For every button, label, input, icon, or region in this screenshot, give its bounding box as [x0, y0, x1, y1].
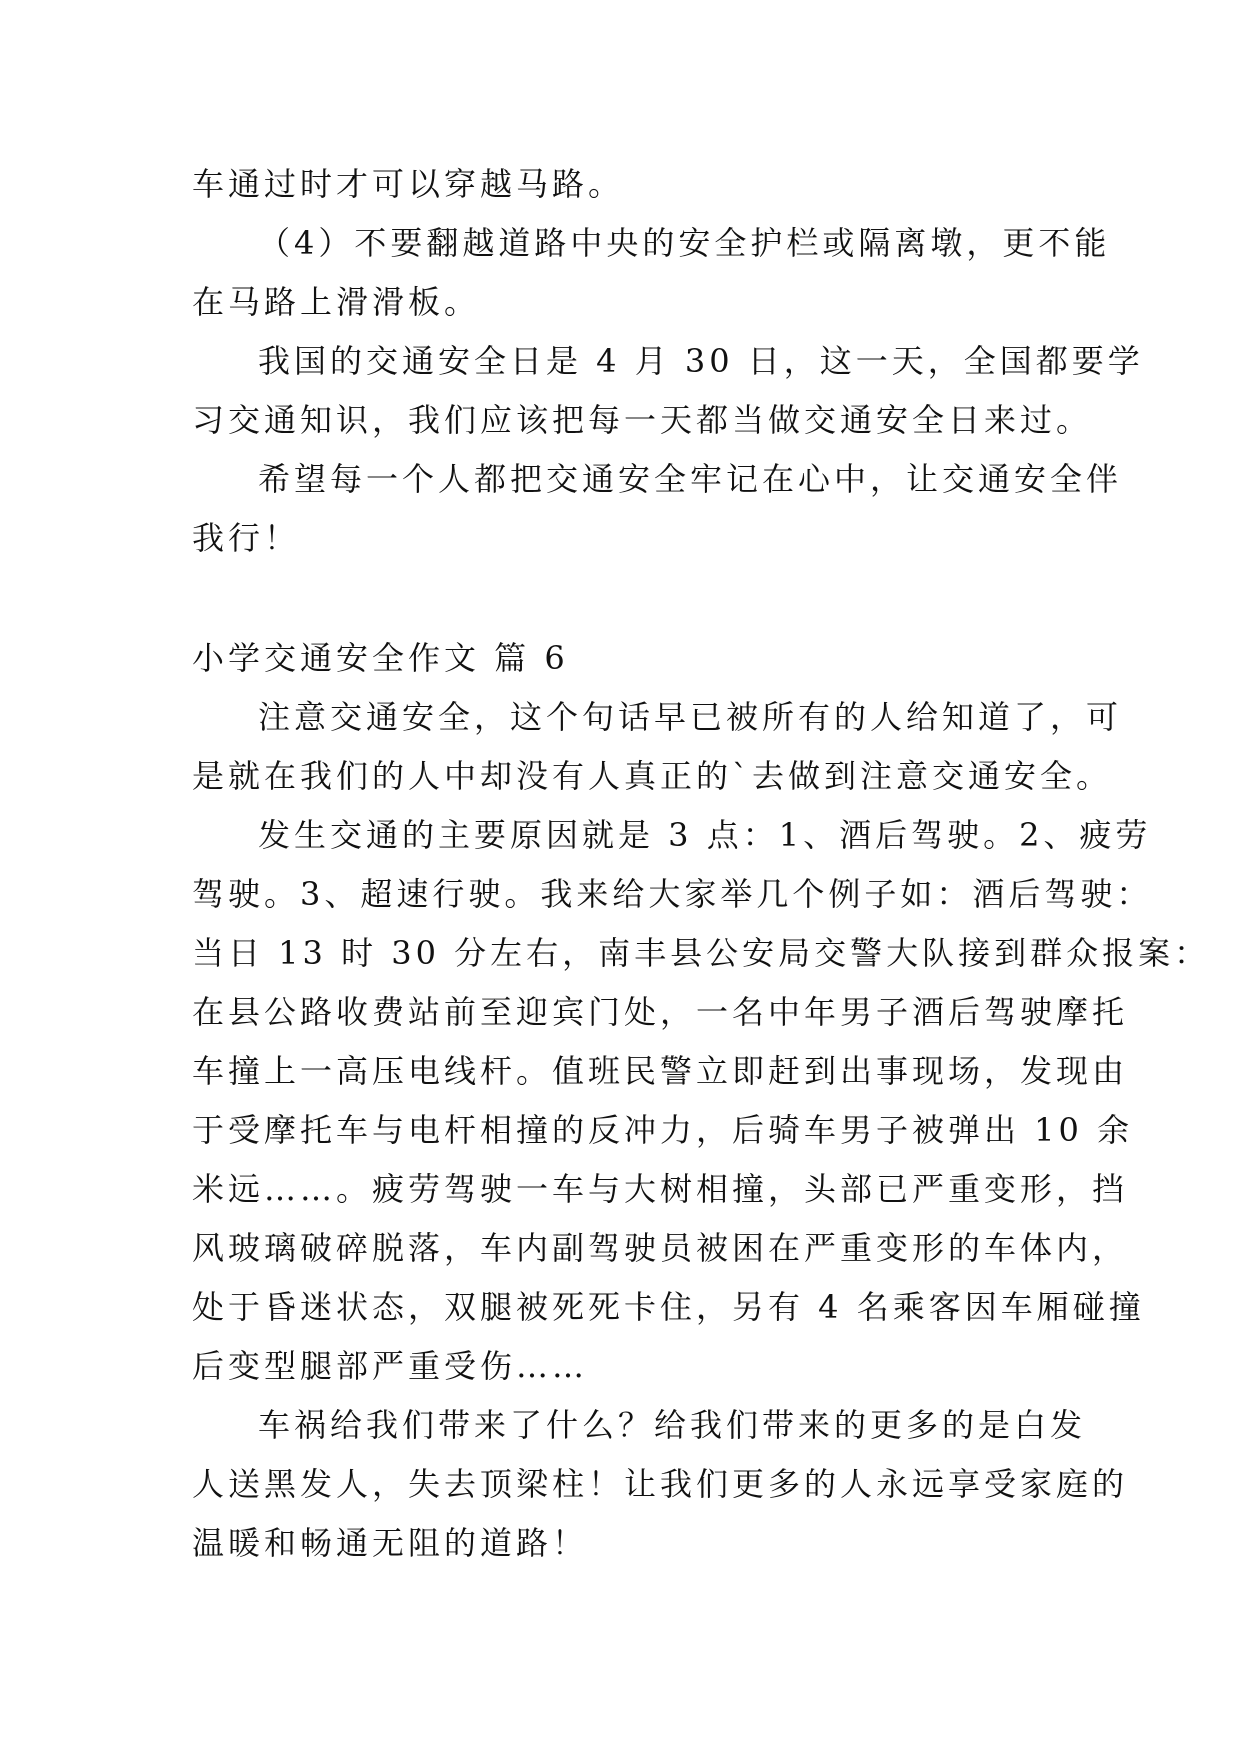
- paragraph-conclusion: [192, 1396, 1129, 1573]
- text-line: （4）不要翻越道路中央的安全护栏或隔离墩，更不能: [258, 224, 1111, 262]
- text-line: 驾驶。3、超速行驶。我来给大家举几个例子如：酒后驾驶：: [192, 875, 1153, 913]
- paragraph-continuation: [192, 155, 1062, 214]
- text-line: 温暖和畅通无阻的道路！: [192, 1524, 589, 1562]
- text-line: 是就在我们的人中却没有人真正的`去做到注意交通安全。: [192, 757, 1113, 795]
- text-line: 发生交通的主要原因就是 3 点：1、酒后驾驶。2、疲劳: [258, 816, 1152, 854]
- text-line: 处于昏迷状态，双腿被死死卡住，另有 4 名乘客因车厢碰撞: [192, 1288, 1145, 1326]
- text-line: 车撞上一高压电线杆。值班民警立即赶到出事现场，发现由: [192, 1052, 1129, 1090]
- text-line: 当日 13 时 30 分左右，南丰县公安局交警大队接到群众报案：: [192, 934, 1211, 972]
- text-line: 车祸给我们带来了什么？给我们带来的更多的是白发: [258, 1406, 1087, 1444]
- text-line: 于受摩托车与电杆相撞的反冲力，后骑车男子被弹出 10 余: [192, 1111, 1134, 1149]
- text-line: 在县公路收费站前至迎宾门处，一名中年男子酒后驾驶摩托: [192, 993, 1129, 1031]
- text-line: 风玻璃破碎脱落，车内副驾驶员被困在严重变形的车体内，: [192, 1229, 1129, 1267]
- paragraph-intro: [192, 688, 1123, 806]
- paragraph-hope: [192, 450, 1123, 568]
- text-line: 希望每一个人都把交通安全牢记在心中，让交通安全伴: [258, 460, 1123, 498]
- text-line: 我国的交通安全日是 4 月 30 日，这一天，全国都要学: [258, 342, 1144, 380]
- document-body: [192, 155, 1211, 1573]
- text-line: 车通过时才可以穿越马路。: [192, 165, 625, 203]
- text-line: 人送黑发人，失去顶梁柱！让我们更多的人永远享受家庭的: [192, 1465, 1129, 1503]
- text-line: 习交通知识，我们应该把每一天都当做交通安全日来过。: [192, 401, 1093, 439]
- paragraph-rule-4: [192, 214, 1111, 332]
- text-line: 在马路上滑滑板。: [192, 283, 481, 321]
- section-heading: 小学交通安全作文 篇 6: [192, 639, 569, 677]
- text-line: 注意交通安全，这个句话早已被所有的人给知道了，可: [258, 698, 1123, 736]
- paragraph-causes: [192, 806, 1211, 1396]
- text-line: 我行！: [192, 519, 301, 557]
- paragraph-safety-day: [192, 332, 1144, 450]
- text-line: 后变型腿部严重受伤……: [192, 1347, 589, 1385]
- text-line: 米远……。疲劳驾驶一车与大树相撞，头部已严重变形，挡: [192, 1170, 1129, 1208]
